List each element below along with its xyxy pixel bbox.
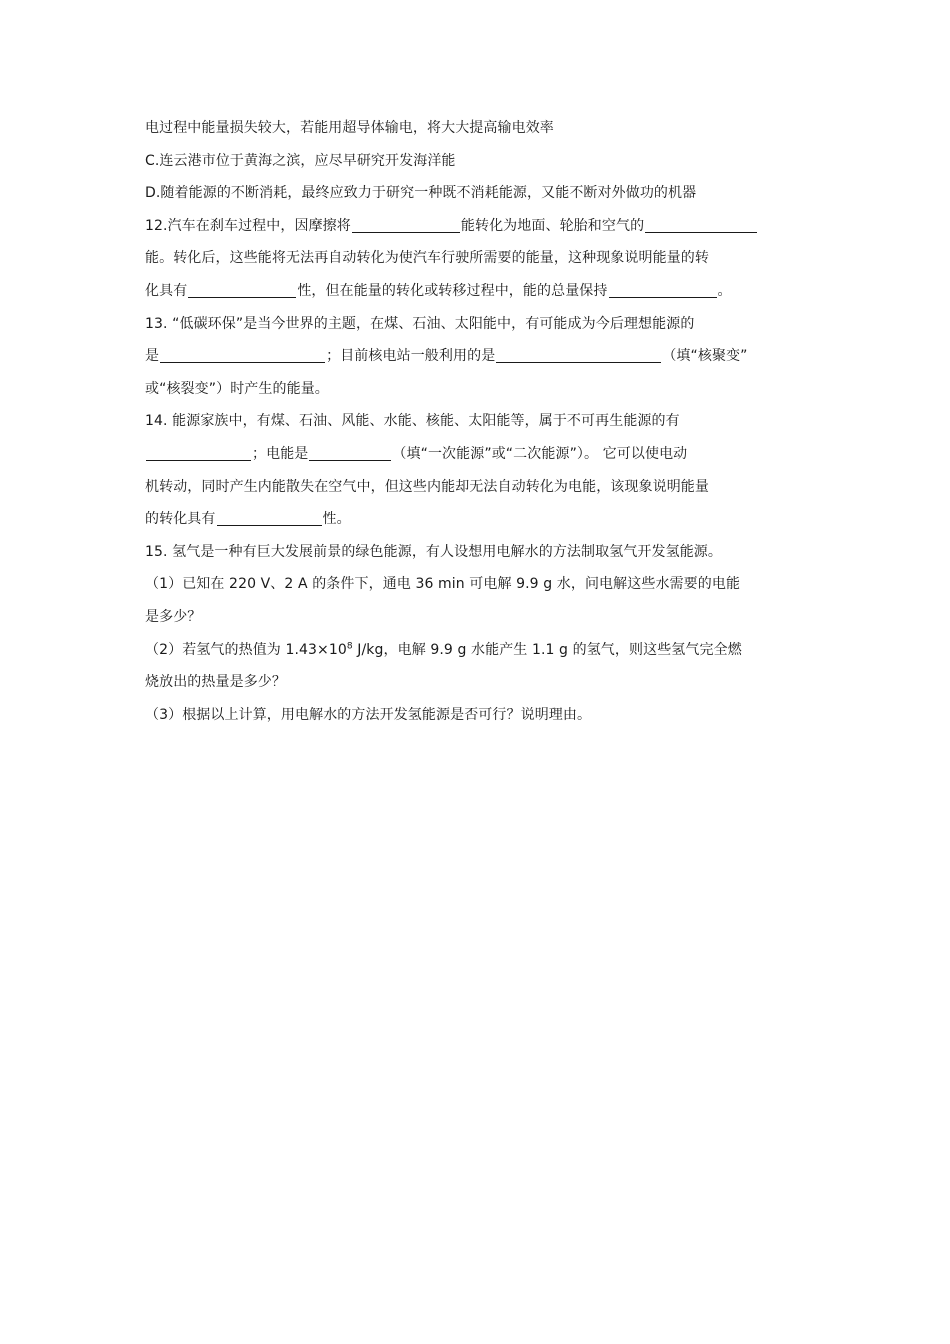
- answer-blank[interactable]: [309, 442, 391, 461]
- answer-blank[interactable]: [352, 214, 460, 233]
- question-12-line-2: [145, 242, 810, 275]
- text: （3）根据以上计算，用电解水的方法开发氢能源是否可行？说明理由。: [145, 706, 592, 723]
- question-14-line-3: [145, 471, 810, 504]
- text: （填“一次能源”或“二次能源”）。 它可以使电动: [392, 445, 688, 462]
- text: 机转动，同时产生内能散失在空气中，但这些内能却无法自动转化为电能，该现象说明能量: [145, 478, 709, 495]
- question-15-part-2-line-1: [145, 634, 810, 667]
- text: D.随着能源的不断消耗，最终应致力于研究一种既不消耗能源，又能不断对外做功的机器: [145, 185, 697, 202]
- question-13-line-1: [145, 308, 810, 341]
- question-15-part-2-line-2: [145, 666, 810, 699]
- question-15-part-1-line-2: [145, 601, 810, 634]
- text: C.连云港市位于黄海之滨，应尽早研究开发海洋能: [145, 152, 456, 169]
- text: 能转化为地面、轮胎和空气的: [460, 217, 645, 234]
- answer-blank[interactable]: [496, 344, 661, 363]
- text: （1）已知在 220 V、2 A 的条件下，通电 36 min 可电解 9.9 g 水，问电解这些水需要的电能: [145, 576, 741, 593]
- text: 性，但在能量的转化或转移过程中，能的总量保持: [297, 282, 608, 299]
- text: 能。转化后，这些能将无法再自动转化为使汽车行驶所需要的能量，这种现象说明能量的转: [145, 250, 709, 267]
- question-14-line-4: [145, 503, 810, 536]
- text-line-option-c: [145, 145, 810, 178]
- question-14-line-2: [145, 438, 810, 471]
- text: （填“核聚变”: [662, 348, 748, 365]
- question-12-line-3: [145, 275, 810, 308]
- text: 性。: [322, 511, 351, 528]
- answer-blank[interactable]: [188, 279, 296, 298]
- text: 的转化具有: [145, 511, 216, 528]
- text: 。: [717, 282, 732, 299]
- text-line-option-d: [145, 177, 810, 210]
- question-12-line-1: [145, 210, 810, 243]
- text: 或“核裂变”）时产生的能量。: [145, 380, 329, 397]
- exponent: 8: [346, 640, 353, 651]
- answer-blank[interactable]: [160, 344, 325, 363]
- text: 14. 能源家族中，有煤、石油、风能、水能、核能、太阳能等，属于不可再生能源的有: [145, 413, 680, 430]
- text: 是: [145, 348, 160, 365]
- text-line-option-b-cont: [145, 112, 810, 145]
- question-15-part-3-line-1: [145, 699, 810, 732]
- text: ；目前核电站一般利用的是: [326, 348, 496, 365]
- answer-blank[interactable]: [217, 507, 322, 526]
- text: 化具有: [145, 282, 188, 299]
- question-13-line-3: [145, 373, 810, 406]
- text: 13. “低碳环保”是当今世界的主题，在煤、石油、太阳能中，有可能成为今后理想能源的: [145, 315, 695, 332]
- document-page: [145, 112, 810, 731]
- text: 12.汽车在刹车过程中，因摩擦将: [145, 217, 351, 234]
- text: 烧放出的热量是多少？: [145, 674, 286, 691]
- answer-blank[interactable]: [645, 214, 757, 233]
- question-14-line-1: [145, 405, 810, 438]
- text: 15. 氢气是一种有巨大发展前景的绿色能源，有人设想用电解水的方法制取氢气开发氢能源。: [145, 543, 723, 560]
- text: 是多少？: [145, 608, 202, 625]
- text: J/kg，电解 9.9 g 水能产生 1.1 g 的氢气，则这些氢气完全燃: [352, 641, 742, 658]
- question-15-part-1-line-1: [145, 568, 810, 601]
- question-13-line-2: [145, 340, 810, 373]
- answer-blank[interactable]: [609, 279, 717, 298]
- question-15-line-1: [145, 536, 810, 569]
- text: 电过程中能量损失较大，若能用超导体输电，将大大提高输电效率: [145, 120, 554, 136]
- text: ；电能是: [252, 445, 309, 462]
- answer-blank[interactable]: [146, 442, 251, 461]
- text: （2）若氢气的热值为 1.43×10: [145, 641, 347, 658]
